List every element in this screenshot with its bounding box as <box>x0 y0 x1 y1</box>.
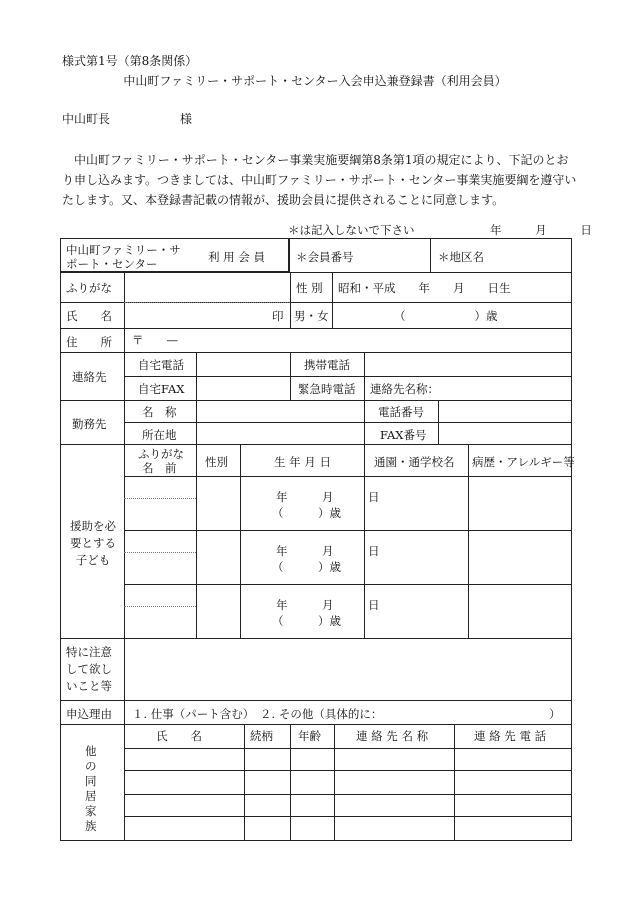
sex-label: 性 別 <box>296 281 323 295</box>
special-notes-label: 特に注意して欲しいこと等 <box>66 645 112 693</box>
rule <box>124 498 196 499</box>
contact-label: 連絡先 <box>72 370 107 384</box>
rule <box>124 724 125 840</box>
family-name-header: 氏 名 <box>156 729 202 743</box>
rule <box>60 638 572 639</box>
home-fax-label: 自宅FAX <box>138 382 185 396</box>
reason-label: 申込理由 <box>66 707 112 721</box>
rule <box>334 724 335 840</box>
workplace-label: 勤務先 <box>72 417 107 431</box>
application-date[interactable] <box>490 222 592 238</box>
reason-options[interactable]: １. 仕事（パート含む） ２. その他（具体的に： ） <box>132 707 561 721</box>
rule <box>571 238 572 841</box>
rule <box>124 816 572 817</box>
rule <box>60 400 572 401</box>
area-name-label[interactable]: ＊地区名 <box>438 250 484 264</box>
rule <box>60 352 572 353</box>
date-month-label: 月 <box>535 223 547 237</box>
child-birth-header: 生 年 月 日 <box>274 455 331 469</box>
rule <box>124 770 572 771</box>
member-number-label[interactable]: ＊会員番号 <box>296 250 354 264</box>
rule <box>124 584 572 585</box>
birthdate-field[interactable]: 昭和・平成 年 月 日生 <box>338 281 511 295</box>
furigana-label: ふりがな <box>66 281 112 295</box>
rule <box>60 444 572 445</box>
rule <box>124 530 572 531</box>
rule <box>196 444 197 638</box>
rule <box>60 328 572 329</box>
rule <box>290 352 291 400</box>
rule <box>124 638 125 724</box>
children-label: 援助を必要とする子ども <box>70 519 116 567</box>
rule <box>196 400 197 444</box>
rule <box>196 352 197 400</box>
address-label: 住 所 <box>66 335 112 349</box>
child-school-header: 通園・通学校名 <box>374 455 455 469</box>
rule <box>124 272 125 352</box>
rule <box>438 400 439 444</box>
rule <box>124 376 572 377</box>
addressee: 中山町長 <box>62 112 111 126</box>
rule <box>124 476 572 477</box>
rule <box>468 444 469 638</box>
rule <box>454 724 455 840</box>
date-day-label: 日 <box>580 223 592 237</box>
form-number: 様式第1号（第8条関係） <box>62 54 198 68</box>
rule <box>288 238 290 272</box>
home-phone-label: 自宅電話 <box>138 358 184 372</box>
rule <box>290 272 291 328</box>
rule <box>240 444 241 638</box>
emergency-phone-label: 緊急時電話 <box>298 382 356 396</box>
registration-form <box>60 238 575 842</box>
rule <box>124 302 290 303</box>
rule <box>60 724 572 725</box>
family-relation-header: 続柄 <box>250 729 273 743</box>
rule <box>332 272 333 328</box>
child-birth-date[interactable]: 年 月 日 <box>276 544 380 558</box>
rule <box>124 748 572 749</box>
child-age[interactable]: （ ）歳 <box>272 506 341 520</box>
family-label: 他の同居家族 <box>85 744 97 833</box>
date-year-label: 年 <box>490 223 502 237</box>
child-age[interactable]: （ ）歳 <box>272 614 341 628</box>
name-label: 氏 名 <box>66 309 112 323</box>
sex-options[interactable]: 男・女 <box>294 309 329 323</box>
workplace-name-label: 名 称 <box>142 405 177 419</box>
honorific: 様 <box>180 112 193 126</box>
rule <box>60 238 61 841</box>
mobile-phone-label: 携帯電話 <box>304 358 350 372</box>
rule <box>290 724 291 840</box>
seal-mark: 印 <box>272 309 284 323</box>
family-contact-name-header: 連 絡 先 名 称 <box>356 729 429 743</box>
application-statement: 中山町ファミリー・サポート・センター事業実施要綱第8条第1項の規定により、下記のとおり申し込みます。つきましては、中山町ファミリー・サポート・センター事業実施要綱を遵守いたします。又、本登録書記載の情報が、援助会員に提供されることに同意します。 <box>62 153 577 207</box>
contact-name-label: 連絡先名称： <box>370 382 439 396</box>
rule <box>364 400 365 444</box>
age-field[interactable]: （ ）歳 <box>394 309 498 323</box>
page-title: 中山町ファミリー・サポート・センター入会申込兼登録書（利用会員） <box>123 74 507 88</box>
member-type: 利 用 会 員 <box>208 250 265 264</box>
rule <box>124 606 196 607</box>
child-birth-date[interactable]: 年 月 日 <box>276 598 380 612</box>
child-furigana-header: ふりがな <box>138 447 184 461</box>
workplace-phone-label: 電話番号 <box>378 405 424 419</box>
office-use-note: ＊は記入しないで下さい <box>288 223 415 237</box>
rule <box>124 794 572 795</box>
family-contact-phone-header: 連 絡 先 電 話 <box>474 729 547 743</box>
workplace-fax-label: FAX番号 <box>380 428 427 442</box>
family-age-header: 年齢 <box>298 729 321 743</box>
rule <box>430 238 431 272</box>
child-age[interactable]: （ ）歳 <box>272 560 341 574</box>
child-name-header: 名 前 <box>142 461 177 475</box>
postal-code-field[interactable]: 〒 — <box>132 333 178 347</box>
rule <box>60 700 572 701</box>
rule <box>364 352 365 400</box>
rule <box>60 840 572 841</box>
workplace-address-label: 所在地 <box>142 428 177 442</box>
child-sex-header: 性別 <box>205 455 228 469</box>
child-medical-header: 病歴・アレルギー等 <box>472 455 575 469</box>
center-name-line2: ポート・センター <box>66 257 158 271</box>
child-birth-date[interactable]: 年 月 日 <box>276 490 380 504</box>
rule <box>124 352 125 638</box>
center-name-line1: 中山町ファミリー・サ <box>66 243 181 257</box>
rule <box>60 238 572 239</box>
rule <box>244 724 245 840</box>
rule <box>124 552 196 553</box>
rule <box>124 422 572 423</box>
